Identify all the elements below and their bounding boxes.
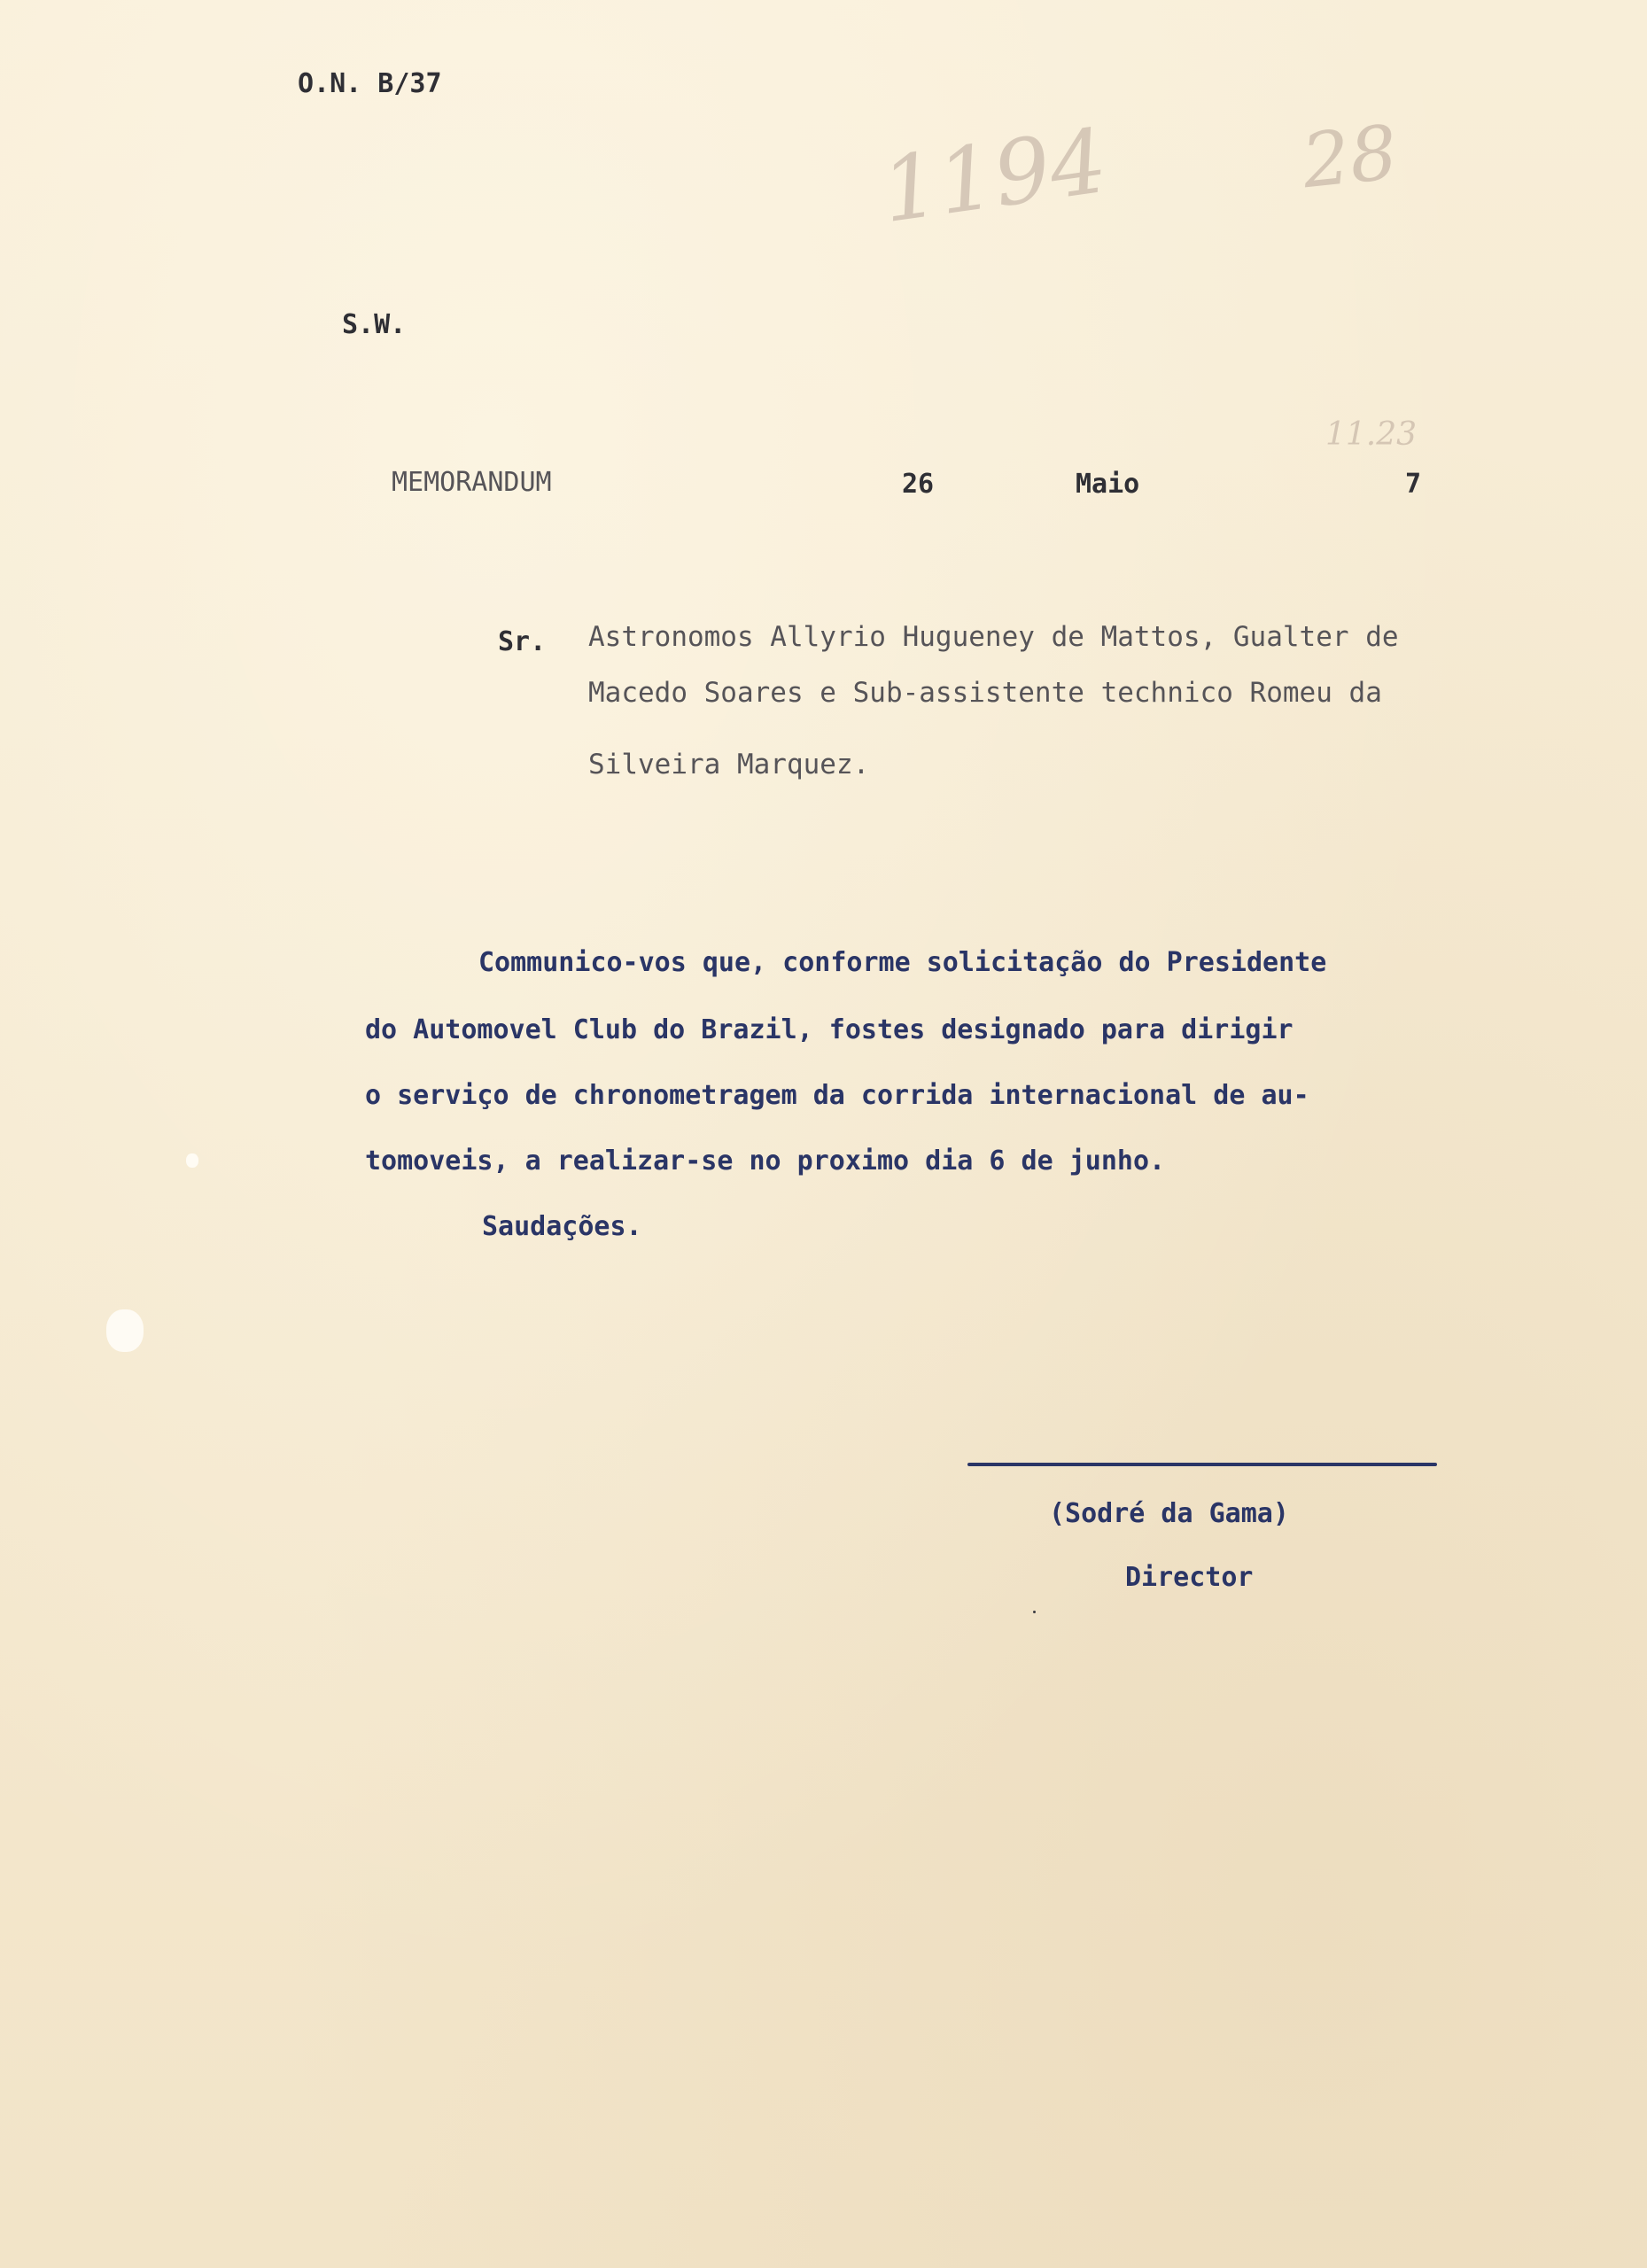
body-line: do Automovel Club do Brazil, fostes designado para dirigir bbox=[365, 1014, 1294, 1045]
addressee-salutation: Sr. bbox=[498, 626, 547, 657]
signatory-title: Director bbox=[1125, 1562, 1254, 1593]
memo-type: MEMORANDUM bbox=[392, 467, 552, 498]
reference-number: O.N. B/37 bbox=[298, 68, 442, 99]
signatory-name: (Sodré da Gama) bbox=[1049, 1498, 1289, 1529]
body-line: o serviço de chronometragem da corrida internacional de au- bbox=[365, 1080, 1309, 1111]
addressee-line: Astronomos Allyrio Hugueney de Mattos, Gualter de bbox=[588, 621, 1399, 653]
pencil-mark-small: 11.23 bbox=[1325, 416, 1418, 453]
pencil-mark-number: 1194 bbox=[875, 108, 1114, 244]
addressee-line: Silveira Marquez. bbox=[588, 749, 870, 781]
body-line: tomoveis, a realizar-se no proximo dia 6 de junho. bbox=[365, 1146, 1166, 1177]
memo-month: Maio bbox=[1076, 469, 1140, 500]
signature-line bbox=[967, 1463, 1437, 1466]
body-line: Communico-vos que, conforme solicitação do Presidente bbox=[478, 947, 1327, 978]
closing-salutation: Saudações. bbox=[482, 1211, 642, 1242]
section-code: S.W. bbox=[342, 309, 407, 340]
addressee-line: Macedo Soares e Sub-assistente technico Romeu da bbox=[588, 677, 1382, 709]
pencil-mark-corner: 28 bbox=[1298, 108, 1402, 206]
paper-blemish bbox=[186, 1153, 198, 1168]
ink-speck bbox=[1033, 1611, 1036, 1613]
paper-blemish bbox=[106, 1309, 144, 1352]
memo-day: 26 bbox=[902, 469, 935, 500]
memo-year: 7 bbox=[1405, 469, 1422, 500]
